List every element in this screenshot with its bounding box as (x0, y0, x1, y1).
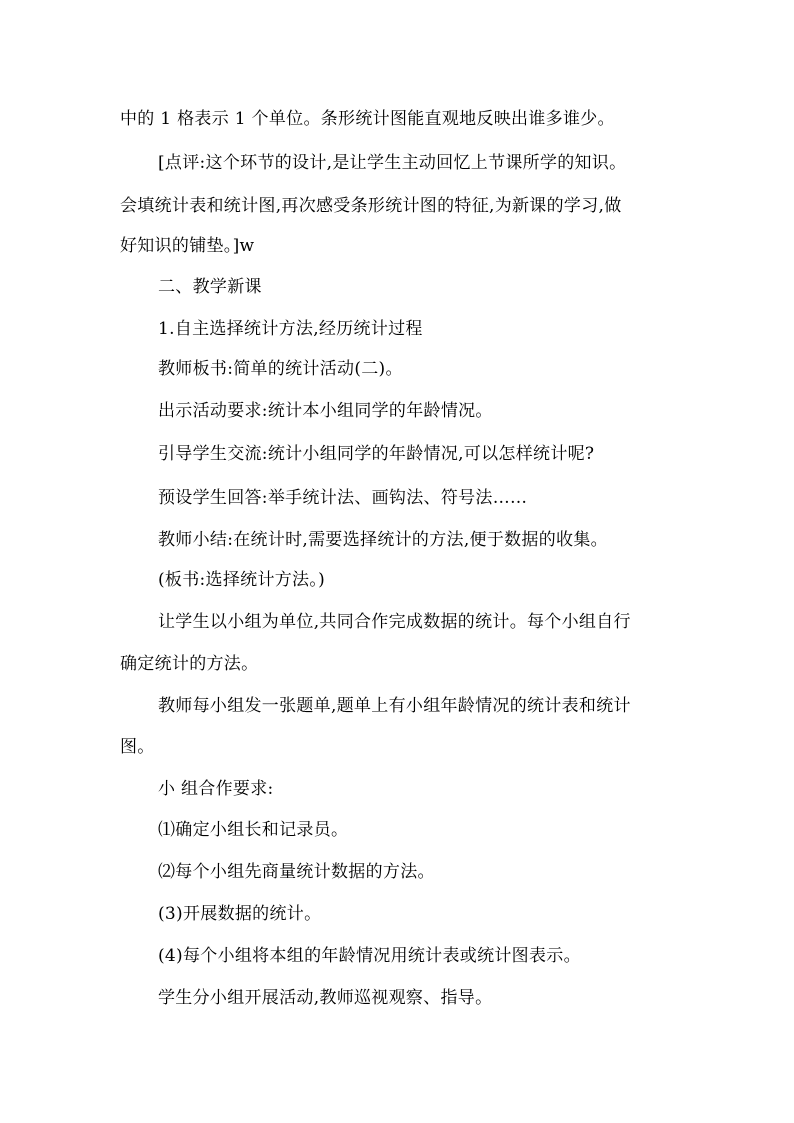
text-line-2: [点评:这个环节的设计,是让学生主动回忆上节课所学的知识。 (158, 153, 627, 173)
list-item-2: ⑵每个小组先商量统计数据的方法。 (158, 862, 435, 882)
list-item-1: ⑴确定小组长和记录员。 (158, 820, 349, 840)
text-line-17: 小 组合作要求: (158, 779, 274, 799)
text-line-10: 预设学生回答:举手统计法、画钩法、符号法…… (158, 488, 528, 508)
text-line-9: 引导学生交流:统计小组同学的年龄情况,可以怎样统计呢? (158, 444, 595, 464)
list-item-4: (4)每个小组将本组的年龄情况用统计表或统计图表示。 (158, 946, 581, 966)
text-line-22: 学生分小组开展活动,教师巡视观察、指导。 (158, 988, 493, 1008)
text-line-12: (板书:选择统计方法。) (158, 570, 326, 590)
text-line-13: 让学生以小组为单位,共同合作完成数据的统计。每个小组自行 (158, 612, 631, 632)
text-line-4: 好知识的铺垫。]w (120, 236, 255, 256)
text-line-11: 教师小结:在统计时,需要选择统计的方法,便于数据的收集。 (158, 530, 608, 550)
text-line-16: 图。 (120, 737, 155, 757)
text-line-14: 确定统计的方法。 (120, 654, 259, 674)
section-heading: 二、教学新课 (158, 277, 262, 297)
text-line-7: 教师板书:简单的统计活动(二)。 (158, 359, 403, 379)
text-line-15: 教师每小组发一张题单,题单上有小组年龄情况的统计表和统计 (158, 696, 631, 716)
text-line-8: 出示活动要求:统计本小组同学的年龄情况。 (158, 401, 493, 421)
list-item-3: (3)开展数据的统计。 (158, 904, 322, 924)
text-line-1: 中的 1 格表示 1 个单位。条形统计图能直观地反映出谁多谁少。 (120, 109, 615, 129)
subsection-heading: 1.自主选择统计方法,经历统计过程 (158, 319, 423, 339)
text-line-3: 会填统计表和统计图,再次感受条形统计图的特征,为新课的学习,做 (120, 196, 622, 216)
